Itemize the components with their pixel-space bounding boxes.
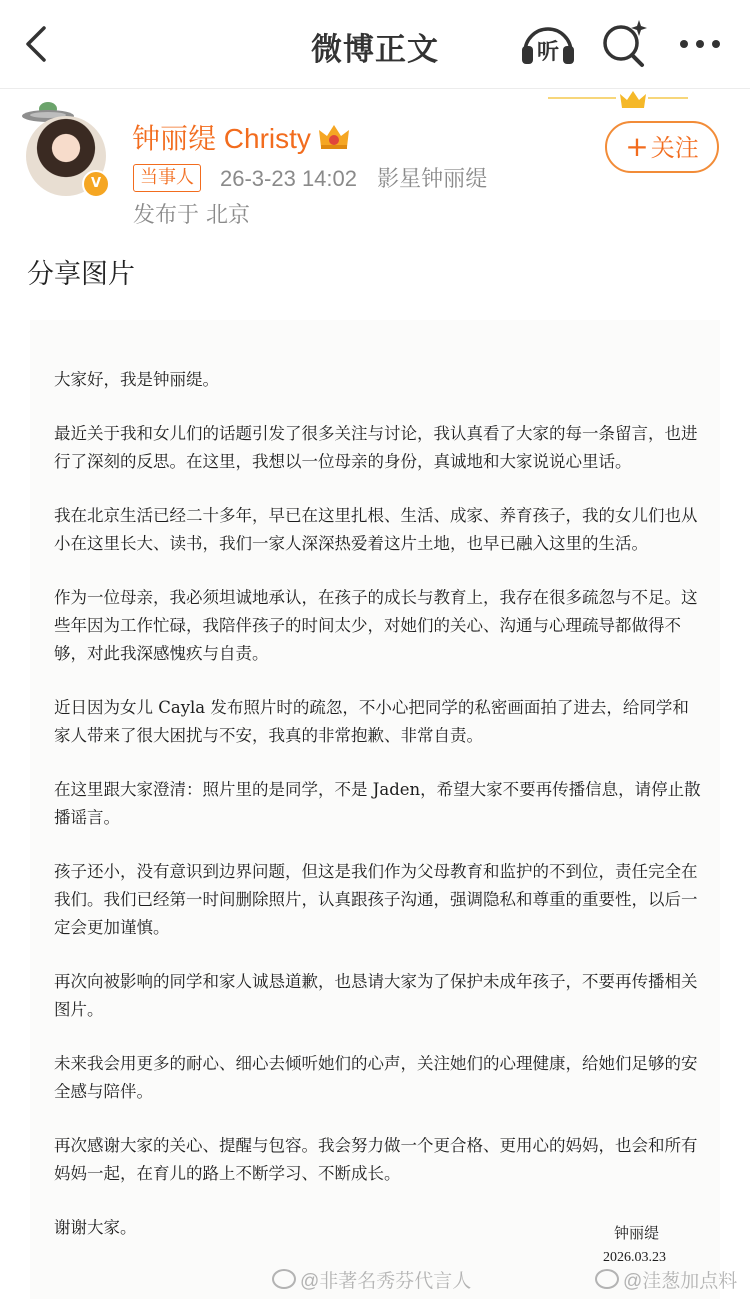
- statement-paragraph: 作为一位母亲，我必须坦诚地承认，在孩子的成长与教育上，我存在很多疏忽与不足。这些年因为工作忙碌，我陪伴孩子的时间太少，对她们的关心、沟通与心理疏导都做得不够，对此我深感愧疚与自责。: [54, 588, 698, 663]
- header-crown-decoration-icon: [548, 88, 688, 114]
- verified-badge-icon: V: [82, 170, 110, 198]
- search-button[interactable]: [599, 18, 649, 70]
- listen-label: 听: [536, 40, 560, 65]
- post-timestamp: 26-3-23 14:02: [220, 166, 357, 191]
- follow-label: 关注: [650, 134, 699, 162]
- watermark-1-text: @非著名秀芬代言人: [300, 1271, 472, 1292]
- author-avatar[interactable]: [20, 100, 112, 200]
- plus-icon: +: [625, 130, 649, 163]
- role-badge: 当事人: [133, 164, 201, 192]
- statement-paragraph: 谢谢大家。: [54, 1218, 137, 1237]
- watermark-1: [272, 1266, 471, 1293]
- post-meta: [220, 162, 501, 193]
- top-navbar: [0, 0, 750, 88]
- statement-paragraph: 大家好，我是钟丽缇。: [54, 370, 219, 389]
- author-name[interactable]: 钟丽缇 Christy: [132, 123, 311, 154]
- statement-paragraph: 近日因为女儿 Cayla 发布照片时的疏忽，不小心把同学的私密画面拍了进去，给同学和家人带来了很大困扰与不安，我真的非常抱歉、非常自责。: [54, 698, 689, 745]
- watermark-2-text: @洼葱加点料: [623, 1271, 738, 1292]
- more-options-button[interactable]: [676, 26, 724, 62]
- statement-body: [54, 366, 704, 1268]
- post-text: 分享图片: [27, 259, 135, 290]
- vip-crown-icon: [318, 121, 350, 151]
- statement-signature: 钟丽缇: [614, 1224, 660, 1242]
- listen-button[interactable]: [519, 18, 577, 68]
- statement-paragraph: 最近关于我和女儿们的话题引发了很多关注与讨论，我认真看了大家的每一条留言，也进行了深刻的反思。在这里，我想以一位母亲的身份，真诚地和大家说说心里话。: [54, 424, 698, 471]
- statement-paragraph: 我在北京生活已经二十多年，早已在这里扎根、生活、成家、养育孩子，我的女儿们也从小在这里长大、读书，我们一家人深深热爱着这片土地，也早已融入这里的生活。: [54, 506, 698, 553]
- statement-date: 2026.03.23: [603, 1250, 666, 1265]
- follow-button[interactable]: [605, 121, 719, 173]
- post-location: 发布于 北京: [133, 203, 250, 228]
- statement-paragraph: 未来我会用更多的耐心、细心去倾听她们的心声，关注她们的心理健康，给她们足够的安全感与陪伴。: [54, 1054, 698, 1101]
- post-source: 影星钟丽缇: [377, 166, 488, 191]
- search-icon: [599, 18, 649, 70]
- statement-paragraph: 再次感谢大家的关心、提醒与包容。我会努力做一个更合格、更用心的妈妈，也会和所有妈妈一起，在育儿的路上不断学习、不断成长。: [54, 1136, 698, 1183]
- statement-image[interactable]: [30, 320, 720, 1299]
- weibo-logo-icon: [272, 1269, 296, 1289]
- more-dots-icon: [676, 26, 724, 62]
- page-title: 微博正文: [311, 32, 439, 68]
- statement-paragraph: 再次向被影响的同学和家人诚恳道歉，也恳请大家为了保护未成年孩子，不要再传播相关图片。: [54, 972, 698, 1019]
- watermark-2: [595, 1266, 737, 1293]
- statement-paragraph: 在这里跟大家澄清：照片里的是同学，不是 Jaden，希望大家不要再传播信息，请停止散播谣言。: [54, 780, 701, 827]
- statement-paragraph: 孩子还小，没有意识到边界问题，但这是我们作为父母教育和监护的不到位，责任完全在我们。我们已经第一时间删除照片，认真跟孩子沟通，强调隐私和尊重的重要性，以后一定会更加谨慎。: [54, 862, 698, 937]
- headphones-icon: [519, 18, 577, 68]
- weibo-logo-icon: [595, 1269, 619, 1289]
